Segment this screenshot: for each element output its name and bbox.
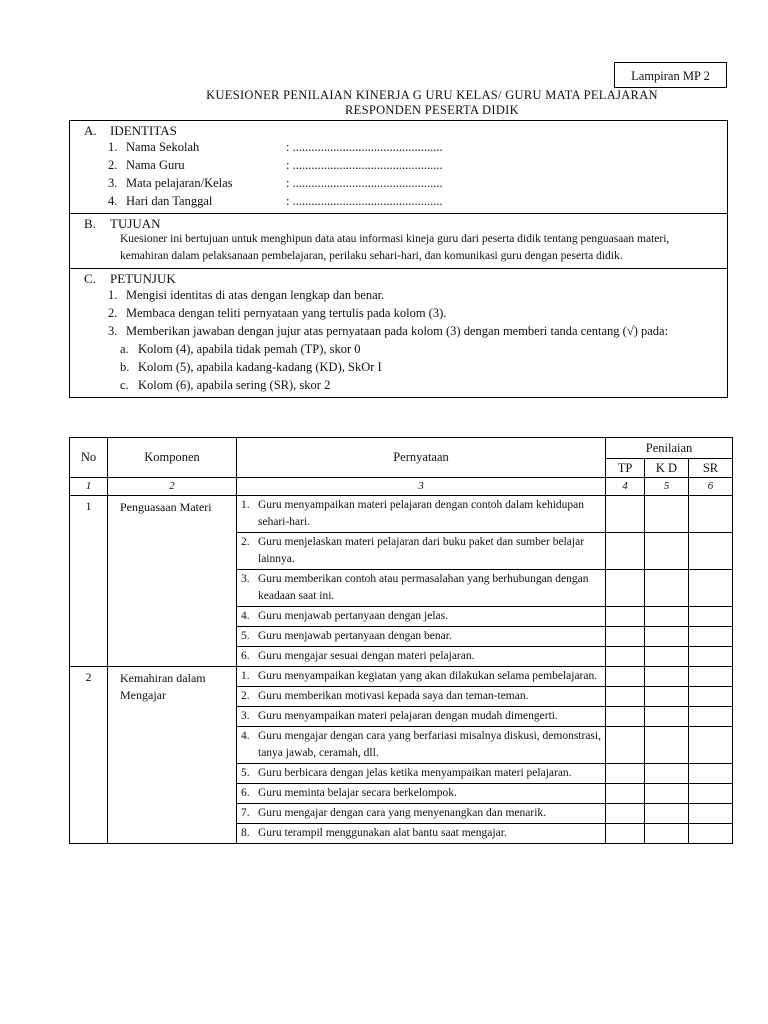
statement-text: Guru menjawab pertanyaan dengan benar. — [258, 630, 452, 642]
field-blank[interactable]: : ................................................ — [286, 194, 443, 208]
statement-number: 8. — [241, 827, 250, 839]
option-text: Kolom (4), apabila tidak pemah (TP), skor 0 — [138, 342, 361, 356]
statement-cell — [237, 764, 606, 784]
statement-text: Guru terampil menggunakan alat bantu saat mengajar. — [258, 827, 507, 839]
option-letter: b. — [120, 360, 130, 374]
title-line-2: RESPONDEN PESERTA DIDIK — [345, 103, 519, 117]
statement-number: 1. — [241, 670, 250, 682]
option-letter: c. — [120, 378, 129, 392]
title-line-1: KUESIONER PENILAIAN KINERJA G URU KELAS/ GURU MATA PELAJARAN — [206, 88, 658, 102]
rating-cell-tp[interactable] — [606, 496, 645, 533]
field-number: 4. — [108, 194, 118, 208]
rating-cell-sr[interactable] — [689, 607, 733, 627]
statement-cell — [237, 667, 606, 687]
statement-number: 5. — [241, 767, 250, 779]
rating-cell-kd[interactable] — [645, 727, 689, 764]
rating-cell-sr[interactable] — [689, 647, 733, 667]
attachment-label: Lampiran MP 2 — [614, 62, 727, 88]
option-text: Kolom (5), apabila kadang-kadang (KD), SkOr I — [138, 360, 382, 374]
field-blank[interactable]: : ................................................ — [286, 158, 443, 172]
field-label: Nama Sekolah — [126, 140, 200, 154]
statement-cell — [237, 627, 606, 647]
section-letter: B. — [84, 216, 96, 231]
step-number: 1. — [108, 288, 118, 302]
section-letter: A. — [84, 123, 97, 138]
statement-cell — [237, 570, 606, 607]
statement-cell — [237, 533, 606, 570]
statement-text: Guru memberikan motivasi kepada saya dan teman-teman. — [258, 690, 529, 702]
questionnaire-table — [69, 437, 733, 844]
step-number: 3. — [108, 324, 118, 338]
rating-cell-kd[interactable] — [645, 764, 689, 784]
instruction-step — [108, 304, 721, 322]
statement-cell — [237, 687, 606, 707]
statement-text: Guru menjelaskan materi pelajaran dari buku paket dan sumber belajar lainnya. — [258, 536, 585, 565]
info-box — [69, 120, 728, 398]
statement-text: Guru berbicara dengan jelas ketika menyampaikan materi pelajaran. — [258, 767, 572, 779]
purpose-text: Kuesioner ini bertujuan untuk menghipun data atau informasi kineja guru dari peserta didik tentang penguasaan materi, kemahiran dalam pelaksanaan pembelajaran, perilaku sehari-hari, dan komunikasi guru dengan peserta didik. — [120, 233, 670, 262]
statement-cell — [237, 496, 606, 533]
rating-cell-tp[interactable] — [606, 533, 645, 570]
column-number: 4 — [606, 478, 645, 496]
statement-text: Guru menyampaikan materi pelajaran dengan contoh dalam kehidupan sehari-hari. — [258, 499, 585, 528]
scoring-option — [120, 358, 727, 376]
rating-cell-tp[interactable] — [606, 647, 645, 667]
rating-cell-tp[interactable] — [606, 707, 645, 727]
section-heading: PETUNJUK — [110, 271, 176, 286]
header-kd: K D — [645, 459, 689, 478]
statement-text: Guru menyampaikan kegiatan yang akan dilakukan selama pembelajaran. — [258, 670, 598, 682]
statement-cell — [237, 707, 606, 727]
statement-text: Guru meminta belajar secara berkelompok. — [258, 787, 457, 799]
statement-cell — [237, 727, 606, 764]
statement-number: 6. — [241, 650, 250, 662]
option-text: Kolom (6), apabila sering (SR), skor 2 — [138, 378, 331, 392]
statement-number: 2. — [241, 690, 250, 702]
statement-cell — [237, 607, 606, 627]
field-blank[interactable]: : ................................................ — [286, 176, 443, 190]
column-number: 6 — [689, 478, 733, 496]
rating-cell-tp[interactable] — [606, 824, 645, 844]
identity-field-date[interactable] — [108, 192, 727, 210]
statement-text: Guru mengajar dengan cara yang menyenangkan dan menarik. — [258, 807, 547, 819]
rating-cell-kd[interactable] — [645, 570, 689, 607]
header-tp: TP — [606, 459, 645, 478]
section-tujuan — [70, 214, 727, 269]
step-text: Mengisi identitas di atas dengan lengkap dan benar. — [126, 288, 385, 302]
rating-cell-sr[interactable] — [689, 570, 733, 607]
step-text: Membaca dengan teliti pernyataan yang tertulis pada kolom (3). — [126, 306, 447, 320]
rating-cell-kd[interactable] — [645, 627, 689, 647]
statement-cell — [237, 804, 606, 824]
statement-cell — [237, 647, 606, 667]
header-penilaian: Penilaian — [606, 438, 733, 459]
rating-cell-kd[interactable] — [645, 533, 689, 570]
group-number: 1 — [70, 496, 108, 667]
statement-number: 6. — [241, 787, 250, 799]
rating-cell-tp[interactable] — [606, 687, 645, 707]
statement-number: 4. — [241, 730, 250, 742]
rating-cell-sr[interactable] — [689, 804, 733, 824]
section-heading: TUJUAN — [110, 216, 161, 231]
identity-field-subject[interactable] — [108, 174, 727, 192]
scoring-option — [120, 340, 727, 358]
rating-cell-kd[interactable] — [645, 784, 689, 804]
rating-cell-sr[interactable] — [689, 627, 733, 647]
statement-text: Guru mengajar sesuai dengan materi pelajaran. — [258, 650, 475, 662]
group-komponen: Kemahiran dalam Mengajar — [108, 667, 237, 844]
document-title — [60, 88, 768, 118]
statement-number: 3. — [241, 710, 250, 722]
header-no: No — [70, 438, 108, 478]
field-label: Hari dan Tanggal — [126, 194, 213, 208]
field-number: 1. — [108, 140, 118, 154]
rating-cell-tp[interactable] — [606, 784, 645, 804]
statement-number: 5. — [241, 630, 250, 642]
rating-cell-tp[interactable] — [606, 607, 645, 627]
rating-cell-kd[interactable] — [645, 707, 689, 727]
statement-number: 1. — [241, 499, 250, 511]
statement-number: 2. — [241, 536, 250, 548]
rating-cell-tp[interactable] — [606, 804, 645, 824]
group-number: 2 — [70, 667, 108, 844]
statement-number: 7. — [241, 807, 250, 819]
rating-cell-kd[interactable] — [645, 496, 689, 533]
rating-cell-kd[interactable] — [645, 824, 689, 844]
group-komponen: Penguasaan Materi — [108, 496, 237, 667]
header-sr: SR — [689, 459, 733, 478]
column-number: 2 — [108, 478, 237, 496]
header-komponen: Komponen — [108, 438, 237, 478]
rating-cell-sr[interactable] — [689, 496, 733, 533]
field-number: 2. — [108, 158, 118, 172]
rating-cell-tp[interactable] — [606, 764, 645, 784]
table-row — [70, 667, 733, 687]
section-heading: IDENTITAS — [110, 123, 177, 138]
field-label: Nama Guru — [126, 158, 185, 172]
section-identitas — [70, 121, 727, 214]
statement-text: Guru mengajar dengan cara yang berfariasi misalnya diskusi, demonstrasi, tanya jawab, ceramah, dll. — [258, 730, 601, 759]
rating-cell-sr[interactable] — [689, 784, 733, 804]
column-number: 3 — [237, 478, 606, 496]
rating-cell-tp[interactable] — [606, 727, 645, 764]
identity-field-school[interactable] — [108, 138, 727, 156]
statement-number: 4. — [241, 610, 250, 622]
identity-field-teacher[interactable] — [108, 156, 727, 174]
rating-cell-sr[interactable] — [689, 727, 733, 764]
statement-text: Guru menyampaikan materi pelajaran dengan mudah dimengerti. — [258, 710, 558, 722]
rating-cell-sr[interactable] — [689, 764, 733, 784]
option-letter: a. — [120, 342, 129, 356]
field-blank[interactable]: : ................................................ — [286, 140, 443, 154]
rating-cell-kd[interactable] — [645, 804, 689, 824]
rating-cell-sr[interactable] — [689, 533, 733, 570]
rating-cell-kd[interactable] — [645, 687, 689, 707]
rating-cell-tp[interactable] — [606, 627, 645, 647]
field-label: Mata pelajaran/Kelas — [126, 176, 233, 190]
column-number: 5 — [645, 478, 689, 496]
statement-text: Guru menjawab pertanyaan dengan jelas. — [258, 610, 448, 622]
section-petunjuk — [70, 269, 727, 397]
header-pernyataan: Pernyataan — [237, 438, 606, 478]
statement-cell — [237, 784, 606, 804]
rating-cell-sr[interactable] — [689, 687, 733, 707]
rating-cell-sr[interactable] — [689, 667, 733, 687]
table-row — [70, 496, 733, 533]
section-letter: C. — [84, 271, 96, 286]
field-number: 3. — [108, 176, 118, 190]
rating-cell-kd[interactable] — [645, 647, 689, 667]
statement-number: 3. — [241, 573, 250, 585]
rating-cell-kd[interactable] — [645, 607, 689, 627]
scoring-option — [120, 376, 727, 394]
rating-cell-sr[interactable] — [689, 707, 733, 727]
step-number: 2. — [108, 306, 118, 320]
statement-text: Guru memberikan contoh atau permasalahan yang berhubungan dengan keadaan saat ini. — [258, 573, 589, 602]
rating-cell-kd[interactable] — [645, 667, 689, 687]
statement-cell — [237, 824, 606, 844]
step-text: Memberikan jawaban dengan jujur atas pernyataan pada kolom (3) dengan memberi tanda centang (√) pada: — [126, 324, 669, 338]
rating-cell-sr[interactable] — [689, 824, 733, 844]
rating-cell-tp[interactable] — [606, 667, 645, 687]
rating-cell-tp[interactable] — [606, 570, 645, 607]
instruction-step — [108, 286, 721, 304]
questionnaire-body — [70, 496, 733, 844]
column-number: 1 — [70, 478, 108, 496]
instruction-step — [108, 322, 721, 340]
